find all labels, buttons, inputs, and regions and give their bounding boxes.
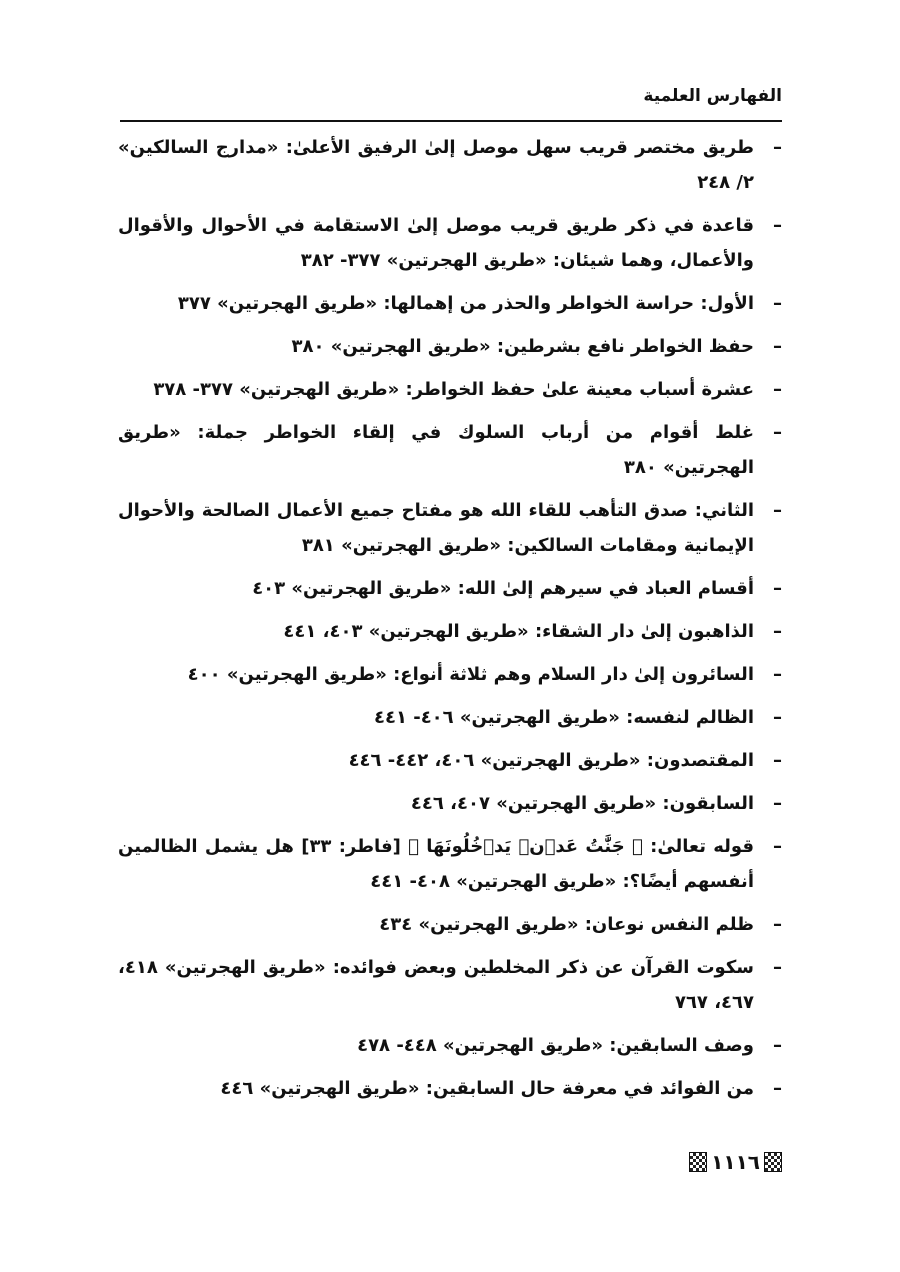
index-entry <box>118 950 782 1020</box>
header-rule <box>120 120 782 122</box>
dash-bullet: – <box>773 293 782 314</box>
entry-text: الظالم لنفسه: «طريق الهجرتين» ٤٠٦- ٤٤١ <box>373 707 754 728</box>
entry-text: الثاني: صدق التأهب للقاء الله هو مفتاح جميع الأعمال الصالحة والأحوال الإيمانية ومقامات السالكين: «طريق الهجرتين» ٣٨١ <box>118 500 754 556</box>
dash-bullet: – <box>773 914 782 935</box>
entry-text: الأول: حراسة الخواطر والحذر من إهمالها: «طريق الهجرتين» ٣٧٧ <box>177 293 754 314</box>
dash-bullet: – <box>773 215 782 236</box>
ornament-icon <box>764 1152 782 1172</box>
dash-bullet: – <box>773 793 782 814</box>
dash-bullet: – <box>773 578 782 599</box>
dash-bullet: – <box>773 664 782 685</box>
ornament-icon <box>689 1152 707 1172</box>
header-title: الفهارس العلمية <box>643 86 782 106</box>
entry-text: قوله تعالىٰ: ﴿ جَنَّٰتُ عَدۡنٖ يَدۡخُلُونَهَا ﴾ [فاطر: ٣٣] هل يشمل الظالمين أنفسهم أيضًا؟: «طريق الهجرتين» ٤٠٨- ٤٤١ <box>118 836 754 892</box>
index-entry <box>118 415 782 485</box>
entry-text: طريق مختصر قريب سهل موصل إلىٰ الرفيق الأعلىٰ: «مدارج السالكين» ٢/ ٢٤٨ <box>118 137 754 193</box>
entry-text: أقسام العباد في سيرهم إلىٰ الله: «طريق الهجرتين» ٤٠٣ <box>252 578 754 599</box>
dash-bullet: – <box>773 621 782 642</box>
index-entry <box>118 329 782 364</box>
dash-bullet: – <box>773 500 782 521</box>
dash-bullet: – <box>773 137 782 158</box>
dash-bullet: – <box>773 836 782 857</box>
dash-bullet: – <box>773 1035 782 1056</box>
index-entry <box>118 571 782 606</box>
dash-bullet: – <box>773 707 782 728</box>
dash-bullet: – <box>773 336 782 357</box>
dash-bullet: – <box>773 422 782 443</box>
running-header <box>120 86 782 106</box>
entry-text: سكوت القرآن عن ذكر المخلطين وبعض فوائده: «طريق الهجرتين» ٤١٨، ٤٦٧، ٧٦٧ <box>118 957 754 1013</box>
entry-text: وصف السابقين: «طريق الهجرتين» ٤٤٨- ٤٧٨ <box>357 1035 754 1056</box>
entry-text: حفظ الخواطر نافع بشرطين: «طريق الهجرتين» ٣٨٠ <box>291 336 754 357</box>
index-entry <box>118 130 782 200</box>
entry-text: السائرون إلىٰ دار السلام وهم ثلاثة أنواع: «طريق الهجرتين» ٤٠٠ <box>187 664 754 685</box>
entry-text: عشرة أسباب معينة علىٰ حفظ الخواطر: «طريق الهجرتين» ٣٧٧- ٣٧٨ <box>153 379 754 400</box>
entry-text: السابقون: «طريق الهجرتين» ٤٠٧، ٤٤٦ <box>410 793 754 814</box>
dash-bullet: – <box>773 379 782 400</box>
entry-text: ظلم النفس نوعان: «طريق الهجرتين» ٤٣٤ <box>379 914 754 935</box>
entry-text: الذاهبون إلىٰ دار الشقاء: «طريق الهجرتين» ٤٠٣، ٤٤١ <box>283 621 754 642</box>
index-entry <box>118 700 782 735</box>
dash-bullet: – <box>773 957 782 978</box>
index-entry <box>118 829 782 899</box>
index-entry <box>118 743 782 778</box>
index-entry <box>118 907 782 942</box>
index-entry <box>118 286 782 321</box>
entry-text: المقتصدون: «طريق الهجرتين» ٤٠٦، ٤٤٢- ٤٤٦ <box>348 750 754 771</box>
page-footer <box>120 1150 782 1180</box>
page-number: ١١١٦ <box>711 1150 760 1174</box>
index-entry <box>118 208 782 278</box>
index-entry <box>118 493 782 563</box>
folio <box>689 1150 782 1174</box>
index-entry <box>118 614 782 649</box>
entry-text: غلط أقوام من أرباب السلوك في إلقاء الخواطر جملة: «طريق الهجرتين» ٣٨٠ <box>118 422 754 478</box>
index-entry <box>118 786 782 821</box>
index-entry <box>118 1028 782 1063</box>
entry-text: قاعدة في ذكر طريق قريب موصل إلىٰ الاستقامة في الأحوال والأقوال والأعمال، وهما شيئان: «طريق الهجرتين» ٣٧٧- ٣٨٢ <box>118 215 754 271</box>
index-entry <box>118 372 782 407</box>
dash-bullet: – <box>773 1078 782 1099</box>
entry-text: من الفوائد في معرفة حال السابقين: «طريق الهجرتين» ٤٤٦ <box>220 1078 754 1099</box>
index-entry <box>118 657 782 692</box>
index-entry <box>118 1071 782 1106</box>
dash-bullet: – <box>773 750 782 771</box>
index-entry-list <box>118 130 782 1114</box>
